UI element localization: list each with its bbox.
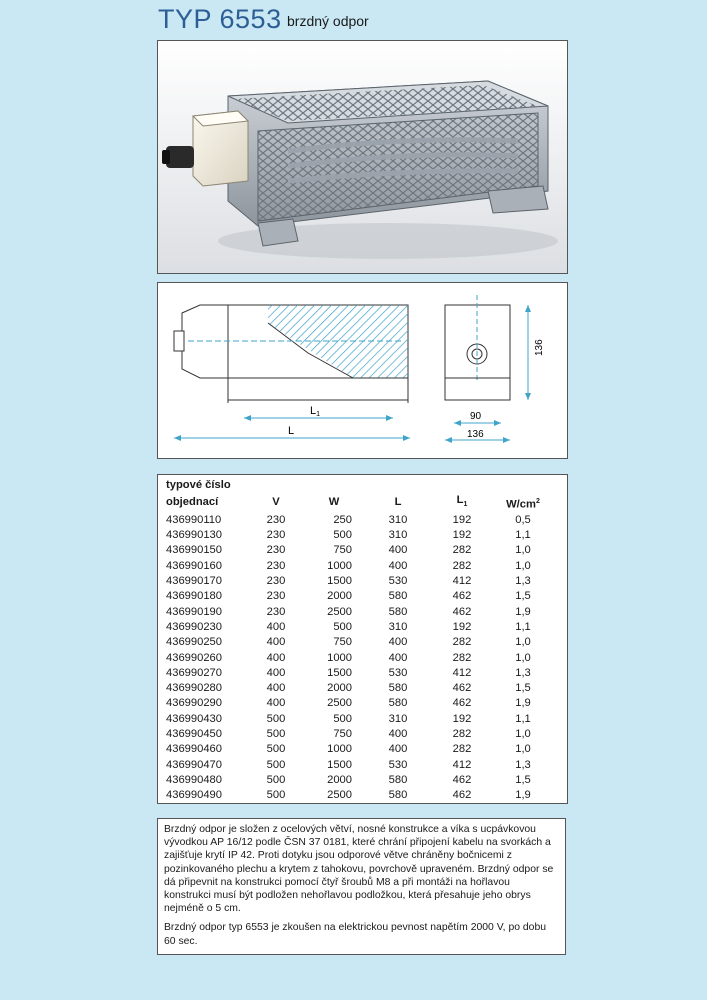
- table-cell: 1,5: [515, 682, 531, 695]
- table-cell: 230: [266, 544, 286, 557]
- table-cell: 500: [333, 529, 352, 542]
- table-cell: 436990270: [166, 666, 222, 679]
- table-cell: 400: [266, 651, 286, 664]
- specs-table-body: [166, 513, 552, 804]
- table-cell: 310: [388, 712, 408, 725]
- col-header-l1: $L_1$: [456, 494, 468, 509]
- table-cell: 500: [266, 773, 286, 786]
- table-cell: 500: [333, 712, 352, 725]
- table-cell: 436990470: [166, 758, 222, 771]
- dim-l-label: L: [288, 425, 295, 437]
- table-cell: 1,9: [515, 789, 531, 802]
- table-cell: 580: [388, 590, 408, 603]
- table-cell: 2500: [327, 789, 352, 802]
- table-cell: 400: [266, 697, 286, 710]
- table-cell: 310: [388, 620, 408, 633]
- table-cell: 282: [452, 544, 472, 557]
- table-row: [166, 651, 552, 666]
- table-cell: 580: [388, 682, 408, 695]
- table-cell: 1,5: [515, 590, 531, 603]
- table-cell: 1000: [327, 559, 352, 572]
- table-cell: 580: [388, 605, 408, 618]
- table-cell: 500: [266, 789, 286, 802]
- table-cell: 230: [266, 559, 286, 572]
- table-cell: 400: [388, 727, 408, 740]
- table-cell: 1,0: [515, 636, 531, 649]
- table-cell: 436990480: [166, 773, 222, 786]
- description-paragraph-2: Brzdný odpor typ 6553 je zkoušen na elektrickou pevnost napětím 2000 V, po dobu 60 sec.: [164, 922, 547, 947]
- table-cell: 436990230: [166, 620, 222, 633]
- table-row: [166, 666, 552, 681]
- table-cell: 2000: [327, 682, 352, 695]
- table-cell: 500: [266, 712, 286, 725]
- table-cell: 1,0: [515, 727, 531, 740]
- table-cell: 192: [452, 620, 472, 633]
- col-header-part-line1: typové číslo: [166, 479, 231, 491]
- table-cell: 436990460: [166, 743, 222, 756]
- table-row: [166, 559, 552, 574]
- table-cell: 400: [388, 544, 408, 557]
- table-cell: 1,1: [515, 712, 531, 725]
- end-view: [445, 295, 531, 443]
- table-row: [166, 742, 552, 757]
- table-cell: 1,1: [515, 620, 531, 633]
- table-cell: 250: [333, 513, 352, 526]
- table-cell: 500: [266, 727, 286, 740]
- table-cell: 412: [452, 666, 472, 679]
- table-cell: 2000: [327, 773, 352, 786]
- table-cell: 310: [388, 513, 408, 526]
- table-cell: 436990280: [166, 682, 222, 695]
- table-cell: 436990160: [166, 559, 222, 572]
- table-cell: 462: [452, 773, 472, 786]
- table-cell: 230: [266, 513, 286, 526]
- col-header-w: W: [328, 496, 340, 509]
- table-cell: 500: [266, 743, 286, 756]
- table-cell: 412: [452, 575, 472, 588]
- table-row: [166, 620, 552, 635]
- table-cell: 436990260: [166, 651, 222, 664]
- dimension-drawing: [158, 283, 567, 458]
- table-cell: 530: [388, 758, 408, 771]
- table-cell: 1,3: [515, 575, 531, 588]
- table-cell: 436990250: [166, 636, 222, 649]
- table-cell: 400: [388, 743, 408, 756]
- col-header-v: V: [272, 496, 280, 509]
- table-cell: 1000: [327, 743, 352, 756]
- table-cell: 400: [266, 636, 286, 649]
- description-panel: [157, 818, 566, 955]
- specs-table-panel: [157, 474, 568, 804]
- table-cell: 2500: [327, 697, 352, 710]
- table-cell: 400: [266, 620, 286, 633]
- table-row: [166, 589, 552, 604]
- table-cell: 412: [452, 758, 472, 771]
- table-cell: 1,0: [515, 651, 531, 664]
- table-cell: 436990490: [166, 789, 222, 802]
- table-cell: 1000: [327, 651, 352, 664]
- table-cell: 436990190: [166, 605, 222, 618]
- technical-drawing: [157, 282, 568, 459]
- table-cell: 282: [452, 636, 472, 649]
- table-cell: 436990180: [166, 590, 222, 603]
- table-cell: 400: [266, 682, 286, 695]
- dim-136-bottom-label: 136: [467, 429, 484, 440]
- table-cell: 192: [452, 712, 472, 725]
- table-cell: 436990430: [166, 712, 222, 725]
- dim-136-side-label: 136: [534, 339, 545, 356]
- dim-90-label: 90: [470, 411, 482, 422]
- table-cell: 436990130: [166, 529, 222, 542]
- table-cell: 462: [452, 697, 472, 710]
- side-view: [174, 305, 410, 441]
- table-cell: 282: [452, 559, 472, 572]
- table-row: [166, 712, 552, 727]
- table-cell: 230: [266, 529, 286, 542]
- table-cell: 0,5: [515, 513, 531, 526]
- table-cell: 2000: [327, 590, 352, 603]
- table-cell: 192: [452, 529, 472, 542]
- table-row: [166, 696, 552, 711]
- table-cell: 436990150: [166, 544, 222, 557]
- table-cell: 1500: [327, 666, 352, 679]
- table-row: [166, 574, 552, 589]
- table-cell: 1,3: [515, 666, 531, 679]
- product-photo: [157, 40, 568, 274]
- table-cell: 750: [333, 544, 352, 557]
- table-cell: 282: [452, 727, 472, 740]
- table-cell: 1500: [327, 758, 352, 771]
- table-cell: 436990110: [166, 513, 222, 526]
- col-header-part-line2: objednací: [166, 496, 219, 509]
- table-cell: 192: [452, 513, 472, 526]
- table-cell: 1,0: [515, 743, 531, 756]
- table-cell: 310: [388, 529, 408, 542]
- table-cell: 1,1: [515, 529, 531, 542]
- dim-l1-label: L1: [310, 405, 321, 418]
- table-cell: 400: [388, 636, 408, 649]
- table-cell: 400: [266, 666, 286, 679]
- table-cell: 282: [452, 743, 472, 756]
- page-subtitle: brzdný odpor: [287, 13, 369, 29]
- table-row: [166, 758, 552, 773]
- col-header-wcm2: $W/cm^2$: [506, 497, 540, 511]
- table-cell: 282: [452, 651, 472, 664]
- table-cell: 1,3: [515, 758, 531, 771]
- table-cell: 2500: [327, 605, 352, 618]
- table-cell: 580: [388, 789, 408, 802]
- table-cell: 436990450: [166, 727, 222, 740]
- table-cell: 230: [266, 575, 286, 588]
- table-row: [166, 788, 552, 803]
- table-cell: 580: [388, 697, 408, 710]
- table-row: [166, 635, 552, 650]
- resistor-illustration: [158, 41, 567, 273]
- table-cell: 1,0: [515, 559, 531, 572]
- table-cell: 500: [333, 620, 352, 633]
- table-cell: 462: [452, 605, 472, 618]
- table-cell: 500: [266, 758, 286, 771]
- table-row: [166, 528, 552, 543]
- specs-table: [166, 478, 552, 803]
- table-cell: 400: [388, 651, 408, 664]
- table-row: [166, 605, 552, 620]
- table-row: [166, 727, 552, 742]
- table-cell: 1,0: [515, 544, 531, 557]
- table-cell: 1500: [327, 575, 352, 588]
- table-cell: 580: [388, 773, 408, 786]
- page-title: TYP 6553: [158, 4, 282, 34]
- table-cell: 1,9: [515, 697, 531, 710]
- table-cell: 462: [452, 789, 472, 802]
- table-cell: 462: [452, 682, 472, 695]
- table-cell: 436990290: [166, 697, 222, 710]
- table-cell: 230: [266, 590, 286, 603]
- table-row: [166, 513, 552, 528]
- table-cell: 530: [388, 575, 408, 588]
- table-row: [166, 543, 552, 558]
- table-row: [166, 681, 552, 696]
- table-cell: 462: [452, 590, 472, 603]
- table-cell: 1,9: [515, 605, 531, 618]
- table-cell: 1,5: [515, 773, 531, 786]
- table-cell: 400: [388, 559, 408, 572]
- table-cell: 436990170: [166, 575, 222, 588]
- description-paragraph-1: Brzdný odpor je složen z ocelových větví, nosné konstrukce a víka s ucpávkovou vývodkou AP 16/12 podle ČSN 37 0181, které chrání připojení kabelu na svorkách a zajišťuje krytí IP 42. Proti dotyku jsou odporové větve chráněny bočnicemi z pozinkovaného plechu a krytem z tahokovu, povrchově upraveném. Brzdný odpor se dá připevnit na konstrukci pomocí čtyř šroubů M8 a při montáži na hořlavou konstrukci musí být podložen nehořlavou podložkou, která přesahuje jeho obrys nejméně o 5 cm.: [164, 824, 554, 915]
- col-header-l: L: [394, 496, 402, 509]
- table-cell: 750: [333, 636, 352, 649]
- table-cell: 750: [333, 727, 352, 740]
- table-cell: 230: [266, 605, 286, 618]
- table-row: [166, 773, 552, 788]
- table-cell: 530: [388, 666, 408, 679]
